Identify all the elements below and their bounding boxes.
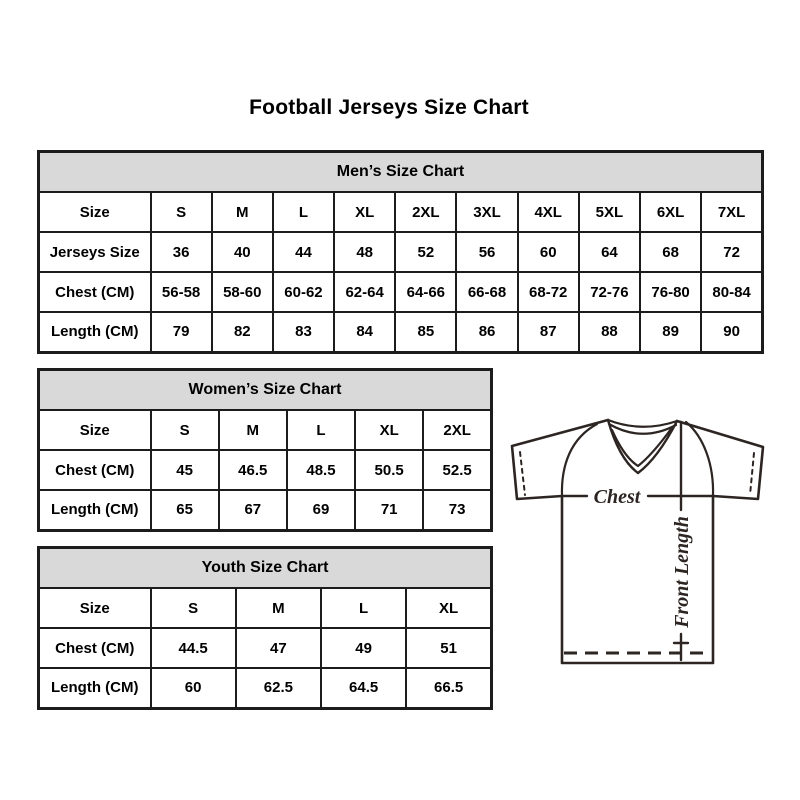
men-value-cell: 64 (579, 232, 640, 272)
youth-value-cell: 49 (321, 628, 406, 668)
women-value-cell: M (219, 410, 287, 450)
women-value-cell: L (287, 410, 355, 450)
men-value-cell: 79 (151, 312, 212, 352)
youth-value-cell: M (236, 588, 321, 628)
women-value-cell: 65 (151, 490, 219, 530)
women-value-cell: 71 (355, 490, 423, 530)
chest-label: Chest (593, 486, 641, 508)
youth-table-title: Youth Size Chart (39, 548, 492, 589)
jersey-left-seam (562, 424, 597, 496)
jersey-measurement-diagram (505, 410, 771, 672)
men-value-cell: 76-80 (640, 272, 701, 312)
jersey-right-cuff-dashes (750, 453, 754, 495)
jersey-outline (512, 420, 763, 663)
youth-table-row (39, 668, 492, 708)
women-table-row (39, 450, 492, 490)
table-header-row (39, 152, 763, 193)
men-value-cell: 36 (151, 232, 212, 272)
women-row-label: Chest (CM) (39, 450, 151, 490)
women-value-cell: XL (355, 410, 423, 450)
men-value-cell: 86 (456, 312, 517, 352)
men-value-cell: 60 (518, 232, 579, 272)
men-value-cell: 60-62 (273, 272, 334, 312)
men-table-row (39, 232, 763, 272)
men-row-label: Size (39, 192, 151, 232)
youth-value-cell: 62.5 (236, 668, 321, 708)
men-table-row (39, 312, 763, 352)
youth-table-row (39, 628, 492, 668)
women-row-label: Size (39, 410, 151, 450)
men-value-cell: 90 (701, 312, 762, 352)
women-value-cell: 52.5 (423, 450, 491, 490)
men-table-row (39, 272, 763, 312)
men-value-cell: 58-60 (212, 272, 273, 312)
men-value-cell: 80-84 (701, 272, 762, 312)
women-table-row (39, 410, 492, 450)
men-value-cell: 5XL (579, 192, 640, 232)
table-header-row (39, 370, 492, 411)
mens-size-table (37, 150, 764, 354)
youth-value-cell: L (321, 588, 406, 628)
youth-value-cell: 47 (236, 628, 321, 668)
men-value-cell: 40 (212, 232, 273, 272)
front-length-label: Front Length (671, 516, 693, 628)
womens-size-table (37, 368, 493, 532)
youth-table-row (39, 588, 492, 628)
men-row-label: Length (CM) (39, 312, 151, 352)
women-value-cell: 50.5 (355, 450, 423, 490)
men-value-cell: 56 (456, 232, 517, 272)
women-value-cell: 2XL (423, 410, 491, 450)
men-row-label: Chest (CM) (39, 272, 151, 312)
youth-row-label: Size (39, 588, 151, 628)
men-value-cell: 68 (640, 232, 701, 272)
men-value-cell: M (212, 192, 273, 232)
page-title: Football Jerseys Size Chart (249, 96, 529, 119)
youth-value-cell: 51 (406, 628, 491, 668)
women-value-cell: 45 (151, 450, 219, 490)
men-value-cell: 62-64 (334, 272, 395, 312)
men-value-cell: 3XL (456, 192, 517, 232)
men-value-cell: S (151, 192, 212, 232)
men-value-cell: 64-66 (395, 272, 456, 312)
youth-size-table (37, 546, 493, 710)
men-value-cell: 2XL (395, 192, 456, 232)
men-value-cell: 52 (395, 232, 456, 272)
men-value-cell: XL (334, 192, 395, 232)
men-value-cell: 56-58 (151, 272, 212, 312)
youth-row-label: Chest (CM) (39, 628, 151, 668)
men-value-cell: 84 (334, 312, 395, 352)
womens-table-title: Women’s Size Chart (39, 370, 492, 411)
men-value-cell: 72 (701, 232, 762, 272)
women-value-cell: 67 (219, 490, 287, 530)
youth-value-cell: 60 (151, 668, 236, 708)
jersey-right-seam (686, 422, 713, 496)
men-table-row (39, 192, 763, 232)
youth-value-cell: 44.5 (151, 628, 236, 668)
youth-value-cell: S (151, 588, 236, 628)
jersey-collar-band (608, 420, 677, 427)
men-value-cell: 72-76 (579, 272, 640, 312)
men-value-cell: 6XL (640, 192, 701, 232)
men-value-cell: 7XL (701, 192, 762, 232)
table-header-row (39, 548, 492, 589)
men-value-cell: 48 (334, 232, 395, 272)
women-value-cell: 48.5 (287, 450, 355, 490)
men-row-label: Jerseys Size (39, 232, 151, 272)
youth-value-cell: 64.5 (321, 668, 406, 708)
women-value-cell: 46.5 (219, 450, 287, 490)
men-value-cell: 4XL (518, 192, 579, 232)
men-value-cell: 87 (518, 312, 579, 352)
youth-row-label: Length (CM) (39, 668, 151, 708)
women-value-cell: S (151, 410, 219, 450)
mens-table-title: Men’s Size Chart (39, 152, 763, 193)
men-value-cell: 68-72 (518, 272, 579, 312)
men-value-cell: 88 (579, 312, 640, 352)
men-value-cell: 83 (273, 312, 334, 352)
jersey-left-cuff-dashes (520, 452, 525, 495)
men-value-cell: 85 (395, 312, 456, 352)
men-value-cell: 66-68 (456, 272, 517, 312)
men-value-cell: 82 (212, 312, 273, 352)
women-row-label: Length (CM) (39, 490, 151, 530)
men-value-cell: L (273, 192, 334, 232)
women-value-cell: 73 (423, 490, 491, 530)
jersey-collar-band (609, 424, 676, 434)
women-value-cell: 69 (287, 490, 355, 530)
women-table-row (39, 490, 492, 530)
men-value-cell: 44 (273, 232, 334, 272)
men-value-cell: 89 (640, 312, 701, 352)
youth-value-cell: XL (406, 588, 491, 628)
youth-value-cell: 66.5 (406, 668, 491, 708)
